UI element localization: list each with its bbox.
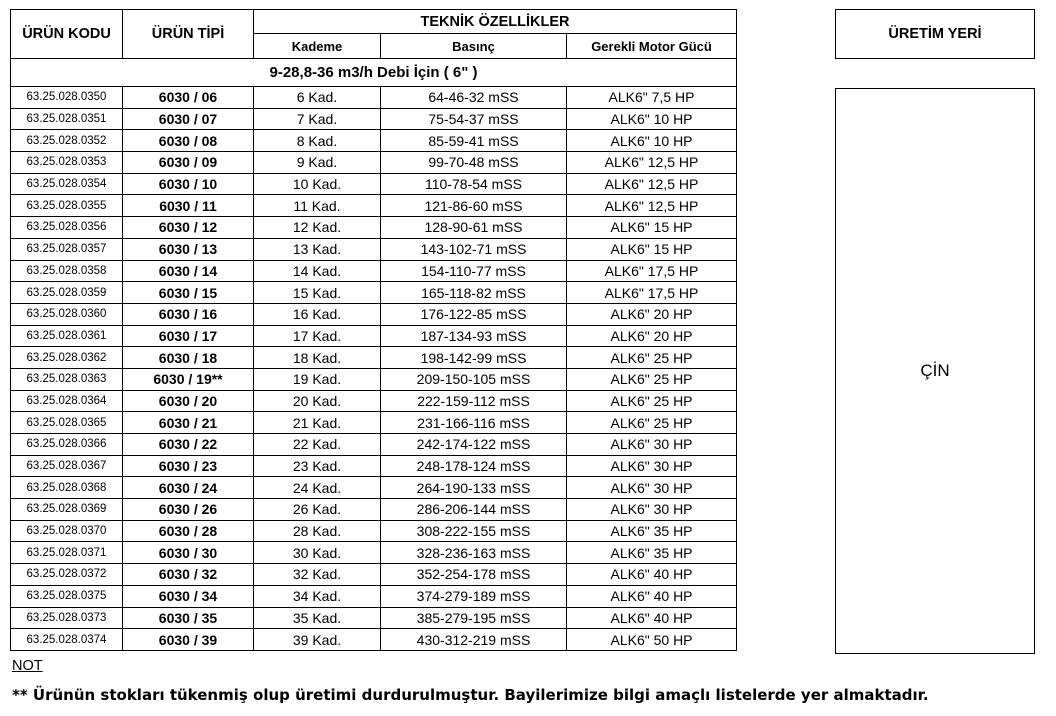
motor-power-cell: ALK6" 30 HP <box>567 477 737 499</box>
pressure-cell: 165-118-82 mSS <box>381 282 567 304</box>
stage-cell: 39 Kad. <box>254 629 381 651</box>
note-title: NOT <box>12 658 43 674</box>
pressure-cell: 187-134-93 mSS <box>381 325 567 347</box>
product-code-cell: 63.25.028.0360 <box>11 303 123 325</box>
table-row <box>11 564 737 586</box>
motor-power-cell: ALK6" 20 HP <box>567 303 737 325</box>
pressure-cell: 75-54-37 mSS <box>381 108 567 130</box>
motor-power-cell: ALK6" 25 HP <box>567 347 737 369</box>
stage-cell: 16 Kad. <box>254 303 381 325</box>
product-code-cell: 63.25.028.0371 <box>11 542 123 564</box>
product-type-cell: 6030 / 16 <box>123 303 254 325</box>
product-type-cell: 6030 / 08 <box>123 130 254 152</box>
pressure-cell: 231-166-116 mSS <box>381 412 567 434</box>
pressure-cell: 99-70-48 mSS <box>381 152 567 174</box>
stage-cell: 22 Kad. <box>254 434 381 456</box>
motor-power-cell: ALK6" 40 HP <box>567 607 737 629</box>
table-row <box>11 520 737 542</box>
product-type-cell: 6030 / 09 <box>123 152 254 174</box>
product-type-cell: 6030 / 24 <box>123 477 254 499</box>
product-code-cell: 63.25.028.0355 <box>11 195 123 217</box>
stage-cell: 35 Kad. <box>254 607 381 629</box>
product-type-cell: 6030 / 20 <box>123 390 254 412</box>
pressure-cell: 430-312-219 mSS <box>381 629 567 651</box>
pressure-cell: 154-110-77 mSS <box>381 260 567 282</box>
product-code-cell: 63.25.028.0363 <box>11 368 123 390</box>
product-type-cell: 6030 / 39 <box>123 629 254 651</box>
product-code-cell: 63.25.028.0364 <box>11 390 123 412</box>
pressure-cell: 128-90-61 mSS <box>381 217 567 239</box>
product-code-cell: 63.25.028.0350 <box>11 87 123 109</box>
table-row <box>11 412 737 434</box>
stage-cell: 20 Kad. <box>254 390 381 412</box>
stage-cell: 21 Kad. <box>254 412 381 434</box>
product-type-cell: 6030 / 35 <box>123 607 254 629</box>
pressure-cell: 121-86-60 mSS <box>381 195 567 217</box>
product-code-cell: 63.25.028.0374 <box>11 629 123 651</box>
pressure-cell: 248-178-124 mSS <box>381 455 567 477</box>
pressure-cell: 198-142-99 mSS <box>381 347 567 369</box>
motor-power-cell: ALK6" 7,5 HP <box>567 87 737 109</box>
product-code-cell: 63.25.028.0375 <box>11 585 123 607</box>
table-row <box>11 607 737 629</box>
header-product-type: ÜRÜN TİPİ <box>123 10 254 59</box>
motor-power-cell: ALK6" 40 HP <box>567 564 737 586</box>
product-code-cell: 63.25.028.0369 <box>11 499 123 521</box>
stage-cell: 28 Kad. <box>254 520 381 542</box>
table-row <box>11 499 737 521</box>
product-type-cell: 6030 / 12 <box>123 217 254 239</box>
table-row <box>11 629 737 651</box>
stage-cell: 23 Kad. <box>254 455 381 477</box>
table-row <box>11 390 737 412</box>
header-technical-specs: TEKNİK ÖZELLİKLER <box>254 10 737 34</box>
stage-cell: 19 Kad. <box>254 368 381 390</box>
pressure-cell: 209-150-105 mSS <box>381 368 567 390</box>
motor-power-cell: ALK6" 12,5 HP <box>567 173 737 195</box>
product-code-cell: 63.25.028.0357 <box>11 238 123 260</box>
stage-cell: 24 Kad. <box>254 477 381 499</box>
pressure-cell: 176-122-85 mSS <box>381 303 567 325</box>
motor-power-cell: ALK6" 25 HP <box>567 412 737 434</box>
pressure-cell: 242-174-122 mSS <box>381 434 567 456</box>
motor-power-cell: ALK6" 30 HP <box>567 499 737 521</box>
stage-cell: 26 Kad. <box>254 499 381 521</box>
header-product-code: ÜRÜN KODU <box>11 10 123 59</box>
product-type-cell: 6030 / 17 <box>123 325 254 347</box>
pressure-cell: 374-279-189 mSS <box>381 585 567 607</box>
table-row <box>11 455 737 477</box>
product-code-cell: 63.25.028.0362 <box>11 347 123 369</box>
product-type-cell: 6030 / 19** <box>123 368 254 390</box>
table-row <box>11 325 737 347</box>
stage-cell: 32 Kad. <box>254 564 381 586</box>
product-type-cell: 6030 / 13 <box>123 238 254 260</box>
motor-power-cell: ALK6" 12,5 HP <box>567 152 737 174</box>
product-code-cell: 63.25.028.0372 <box>11 564 123 586</box>
product-type-cell: 6030 / 26 <box>123 499 254 521</box>
pressure-cell: 352-254-178 mSS <box>381 564 567 586</box>
motor-power-cell: ALK6" 30 HP <box>567 434 737 456</box>
pressure-cell: 264-190-133 mSS <box>381 477 567 499</box>
product-code-cell: 63.25.028.0368 <box>11 477 123 499</box>
stage-cell: 8 Kad. <box>254 130 381 152</box>
motor-power-cell: ALK6" 15 HP <box>567 238 737 260</box>
pressure-cell: 385-279-195 mSS <box>381 607 567 629</box>
product-type-cell: 6030 / 21 <box>123 412 254 434</box>
product-code-cell: 63.25.028.0351 <box>11 108 123 130</box>
table-row <box>11 542 737 564</box>
product-code-cell: 63.25.028.0367 <box>11 455 123 477</box>
stage-cell: 10 Kad. <box>254 173 381 195</box>
product-type-cell: 6030 / 30 <box>123 542 254 564</box>
motor-power-cell: ALK6" 35 HP <box>567 542 737 564</box>
product-type-cell: 6030 / 34 <box>123 585 254 607</box>
header-motor-power: Gerekli Motor Gücü <box>567 34 737 59</box>
product-code-cell: 63.25.028.0353 <box>11 152 123 174</box>
table-row <box>11 217 737 239</box>
stage-cell: 9 Kad. <box>254 152 381 174</box>
table-row <box>11 173 737 195</box>
product-type-cell: 6030 / 22 <box>123 434 254 456</box>
motor-power-cell: ALK6" 30 HP <box>567 455 737 477</box>
product-type-cell: 6030 / 18 <box>123 347 254 369</box>
product-type-cell: 6030 / 15 <box>123 282 254 304</box>
stage-cell: 12 Kad. <box>254 217 381 239</box>
product-type-cell: 6030 / 28 <box>123 520 254 542</box>
motor-power-cell: ALK6" 25 HP <box>567 368 737 390</box>
table-row <box>11 195 737 217</box>
motor-power-cell: ALK6" 12,5 HP <box>567 195 737 217</box>
pressure-cell: 286-206-144 mSS <box>381 499 567 521</box>
pressure-cell: 85-59-41 mSS <box>381 130 567 152</box>
product-code-cell: 63.25.028.0358 <box>11 260 123 282</box>
motor-power-cell: ALK6" 40 HP <box>567 585 737 607</box>
table-row <box>11 282 737 304</box>
product-code-cell: 63.25.028.0366 <box>11 434 123 456</box>
stage-cell: 7 Kad. <box>254 108 381 130</box>
table-row <box>11 368 737 390</box>
product-type-cell: 6030 / 23 <box>123 455 254 477</box>
header-stage: Kademe <box>254 34 381 59</box>
stage-cell: 13 Kad. <box>254 238 381 260</box>
pressure-cell: 308-222-155 mSS <box>381 520 567 542</box>
product-code-cell: 63.25.028.0356 <box>11 217 123 239</box>
motor-power-cell: ALK6" 25 HP <box>567 390 737 412</box>
product-type-cell: 6030 / 06 <box>123 87 254 109</box>
pressure-cell: 110-78-54 mSS <box>381 173 567 195</box>
pressure-cell: 64-46-32 mSS <box>381 87 567 109</box>
product-type-cell: 6030 / 11 <box>123 195 254 217</box>
table-row <box>11 347 737 369</box>
product-code-cell: 63.25.028.0365 <box>11 412 123 434</box>
stage-cell: 6 Kad. <box>254 87 381 109</box>
product-type-cell: 6030 / 07 <box>123 108 254 130</box>
pressure-cell: 143-102-71 mSS <box>381 238 567 260</box>
origin-table <box>835 9 1035 654</box>
stage-cell: 17 Kad. <box>254 325 381 347</box>
table-row <box>11 152 737 174</box>
product-type-cell: 6030 / 32 <box>123 564 254 586</box>
header-production-place: ÜRETİM YERİ <box>836 10 1035 59</box>
product-code-cell: 63.25.028.0373 <box>11 607 123 629</box>
section-title: 9-28,8-36 m3/h Debi İçin ( 6" ) <box>11 59 737 87</box>
motor-power-cell: ALK6" 50 HP <box>567 629 737 651</box>
pressure-cell: 328-236-163 mSS <box>381 542 567 564</box>
motor-power-cell: ALK6" 17,5 HP <box>567 260 737 282</box>
motor-power-cell: ALK6" 15 HP <box>567 217 737 239</box>
origin-gap <box>836 59 1035 89</box>
table-row <box>11 477 737 499</box>
motor-power-cell: ALK6" 35 HP <box>567 520 737 542</box>
product-type-cell: 6030 / 14 <box>123 260 254 282</box>
stage-cell: 11 Kad. <box>254 195 381 217</box>
table-row <box>11 130 737 152</box>
table-row <box>11 260 737 282</box>
motor-power-cell: ALK6" 17,5 HP <box>567 282 737 304</box>
production-place-value: ÇİN <box>836 89 1035 654</box>
stage-cell: 14 Kad. <box>254 260 381 282</box>
stage-cell: 30 Kad. <box>254 542 381 564</box>
motor-power-cell: ALK6" 20 HP <box>567 325 737 347</box>
table-row <box>11 303 737 325</box>
product-code-cell: 63.25.028.0370 <box>11 520 123 542</box>
header-pressure: Basınç <box>381 34 567 59</box>
pressure-cell: 222-159-112 mSS <box>381 390 567 412</box>
table-row <box>11 87 737 109</box>
product-code-cell: 63.25.028.0354 <box>11 173 123 195</box>
product-code-cell: 63.25.028.0361 <box>11 325 123 347</box>
motor-power-cell: ALK6" 10 HP <box>567 108 737 130</box>
stage-cell: 34 Kad. <box>254 585 381 607</box>
product-code-cell: 63.25.028.0359 <box>11 282 123 304</box>
table-row <box>11 434 737 456</box>
product-code-cell: 63.25.028.0352 <box>11 130 123 152</box>
stage-cell: 15 Kad. <box>254 282 381 304</box>
product-type-cell: 6030 / 10 <box>123 173 254 195</box>
stage-cell: 18 Kad. <box>254 347 381 369</box>
table-row <box>11 585 737 607</box>
motor-power-cell: ALK6" 10 HP <box>567 130 737 152</box>
table-row <box>11 238 737 260</box>
note-text: ** Ürünün stokları tükenmiş olup üretimi durdurulmuştur. Bayilerimize bilgi amaçlı listelerde yer almaktadır. <box>12 686 929 704</box>
product-table <box>10 9 737 651</box>
table-row <box>11 108 737 130</box>
